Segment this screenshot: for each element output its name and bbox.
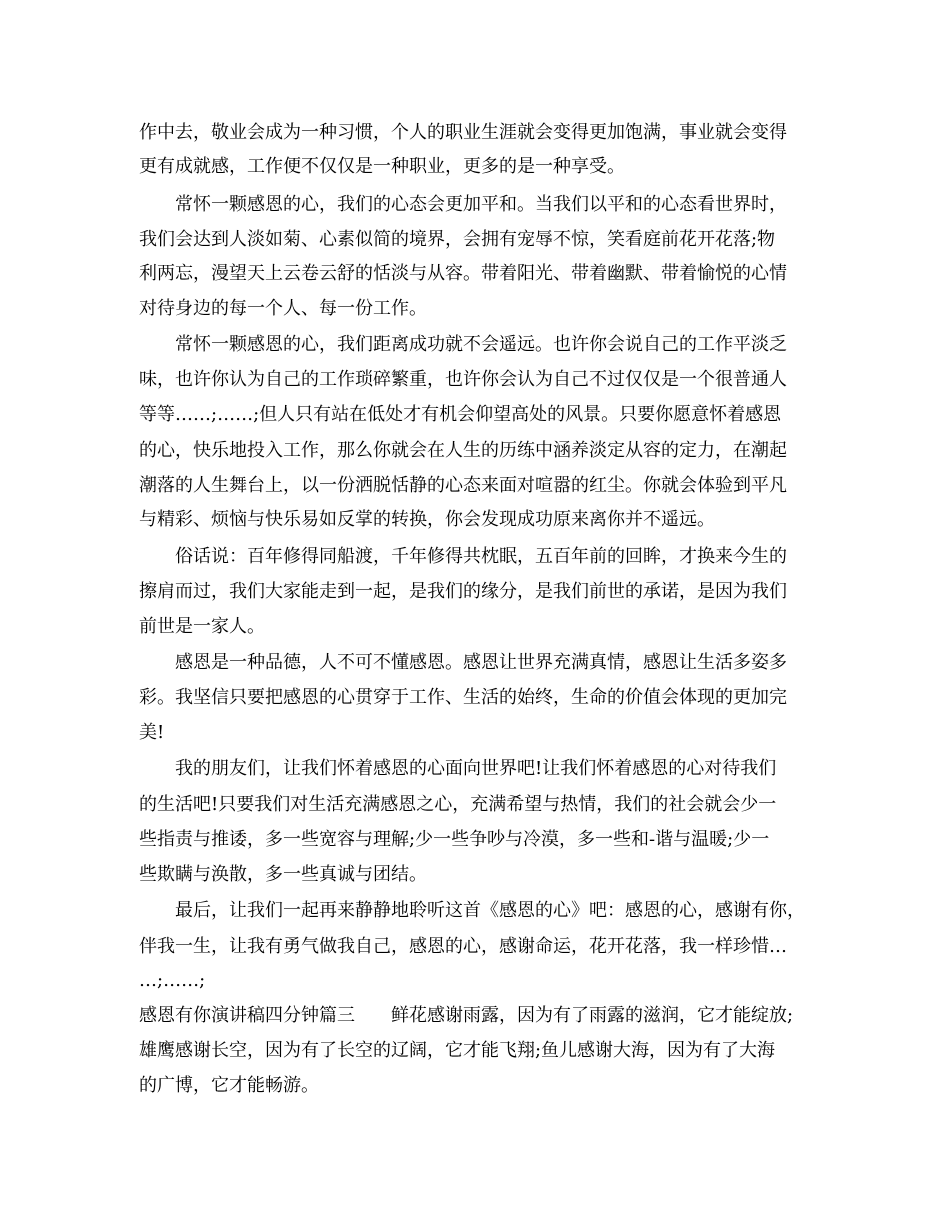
text-line: 与精彩、烦恼与快乐易如反掌的转换，你会发现成功原来离你并不遥远。 [139, 509, 715, 530]
text-line: 的广博，它才能畅游。 [139, 1075, 319, 1096]
text-line: 利两忘，漫望天上云卷云舒的恬淡与从容。带着阳光、带着幽默、带着愉悦的心情 [139, 263, 787, 284]
text-line: 雄鹰感谢长空，因为有了长空的辽阔，它才能飞翔;鱼儿感谢大海，因为有了大海 [139, 1040, 776, 1061]
paragraph-first-line: 常怀一颗感恩的心，我们距离成功就不会遥远。也许你会说自己的工作平淡乏 [175, 334, 787, 355]
text-line: 伴我一生，让我有勇气做我自己，感恩的心，感谢命运，花开花落，我一样珍惜… [139, 936, 787, 957]
text-line: 对待身边的每一个人、每一份工作。 [139, 298, 427, 319]
text-line: 些欺瞒与涣散，多一些真诚与团结。 [139, 864, 427, 885]
text-line: 的心，快乐地投入工作，那么你就会在人生的历练中涵养淡定从容的定力，在潮起 [139, 440, 787, 461]
text-line: 更有成就感，工作便不仅仅是一种职业，更多的是一种享受。 [139, 156, 625, 177]
text-line: 味，也许你认为自己的工作琐碎繁重，也许你会认为自己不过仅仅是一个很普通人 [139, 369, 787, 390]
text-line: 我们会达到人淡如菊、心素似简的境界，会拥有宠辱不惊，笑看庭前花开花落;物 [139, 229, 776, 250]
text-line: 等等……;……;但人只有站在低处才有机会仰望高处的风景。只要你愿意怀着感恩 [139, 404, 782, 425]
paragraph-first-line: 最后，让我们一起再来静静地聆听这首《感恩的心》吧：感恩的心，感谢有你， [175, 900, 805, 921]
text-line: 前世是一家人。 [139, 616, 265, 637]
text-line: 些指责与推诿，多一些宽容与理解;少一些争吵与冷漠，多一些和-谐与温暖;少一 [139, 829, 770, 850]
text-line: 彩。我坚信只要把感恩的心贯穿于工作、生活的始终，生命的价值会体现的更加完 [139, 687, 787, 708]
text-line: 的生活吧!只要我们对生活充满感恩之心，充满希望与热情，我们的社会就会少一 [139, 794, 777, 815]
text-line: 美! [139, 722, 165, 743]
text-line: 擦肩而过，我们大家能走到一起，是我们的缘分，是我们前世的承诺，是因为我们 [139, 581, 787, 602]
paragraph-first-line: 感恩是一种品德，人不可不懂感恩。感恩让世界充满真情，感恩让生活多姿多 [175, 652, 787, 673]
paragraph-first-line: 俗话说：百年修得同船渡，千年修得共枕眠，五百年前的回眸，才换来今生的 [175, 546, 787, 567]
text-line: …;……; [139, 970, 206, 991]
section-heading-line: 感恩有你演讲稿四分钟篇三 鲜花感谢雨露，因为有了雨露的滋润，它才能绽放; [139, 1005, 794, 1026]
paragraph-first-line: 我的朋友们，让我们怀着感恩的心面向世界吧!让我们怀着感恩的心对待我们 [175, 758, 777, 779]
text-line: 潮落的人生舞台上，以一份洒脱恬静的心态来面对喧嚣的红尘。你就会体验到平凡 [139, 475, 787, 496]
paragraph-first-line: 常怀一颗感恩的心，我们的心态会更加平和。当我们以平和的心态看世界时， [175, 194, 787, 215]
text-line: 作中去，敬业会成为一种习惯，个人的职业生涯就会变得更加饱满，事业就会变得 [139, 122, 787, 143]
